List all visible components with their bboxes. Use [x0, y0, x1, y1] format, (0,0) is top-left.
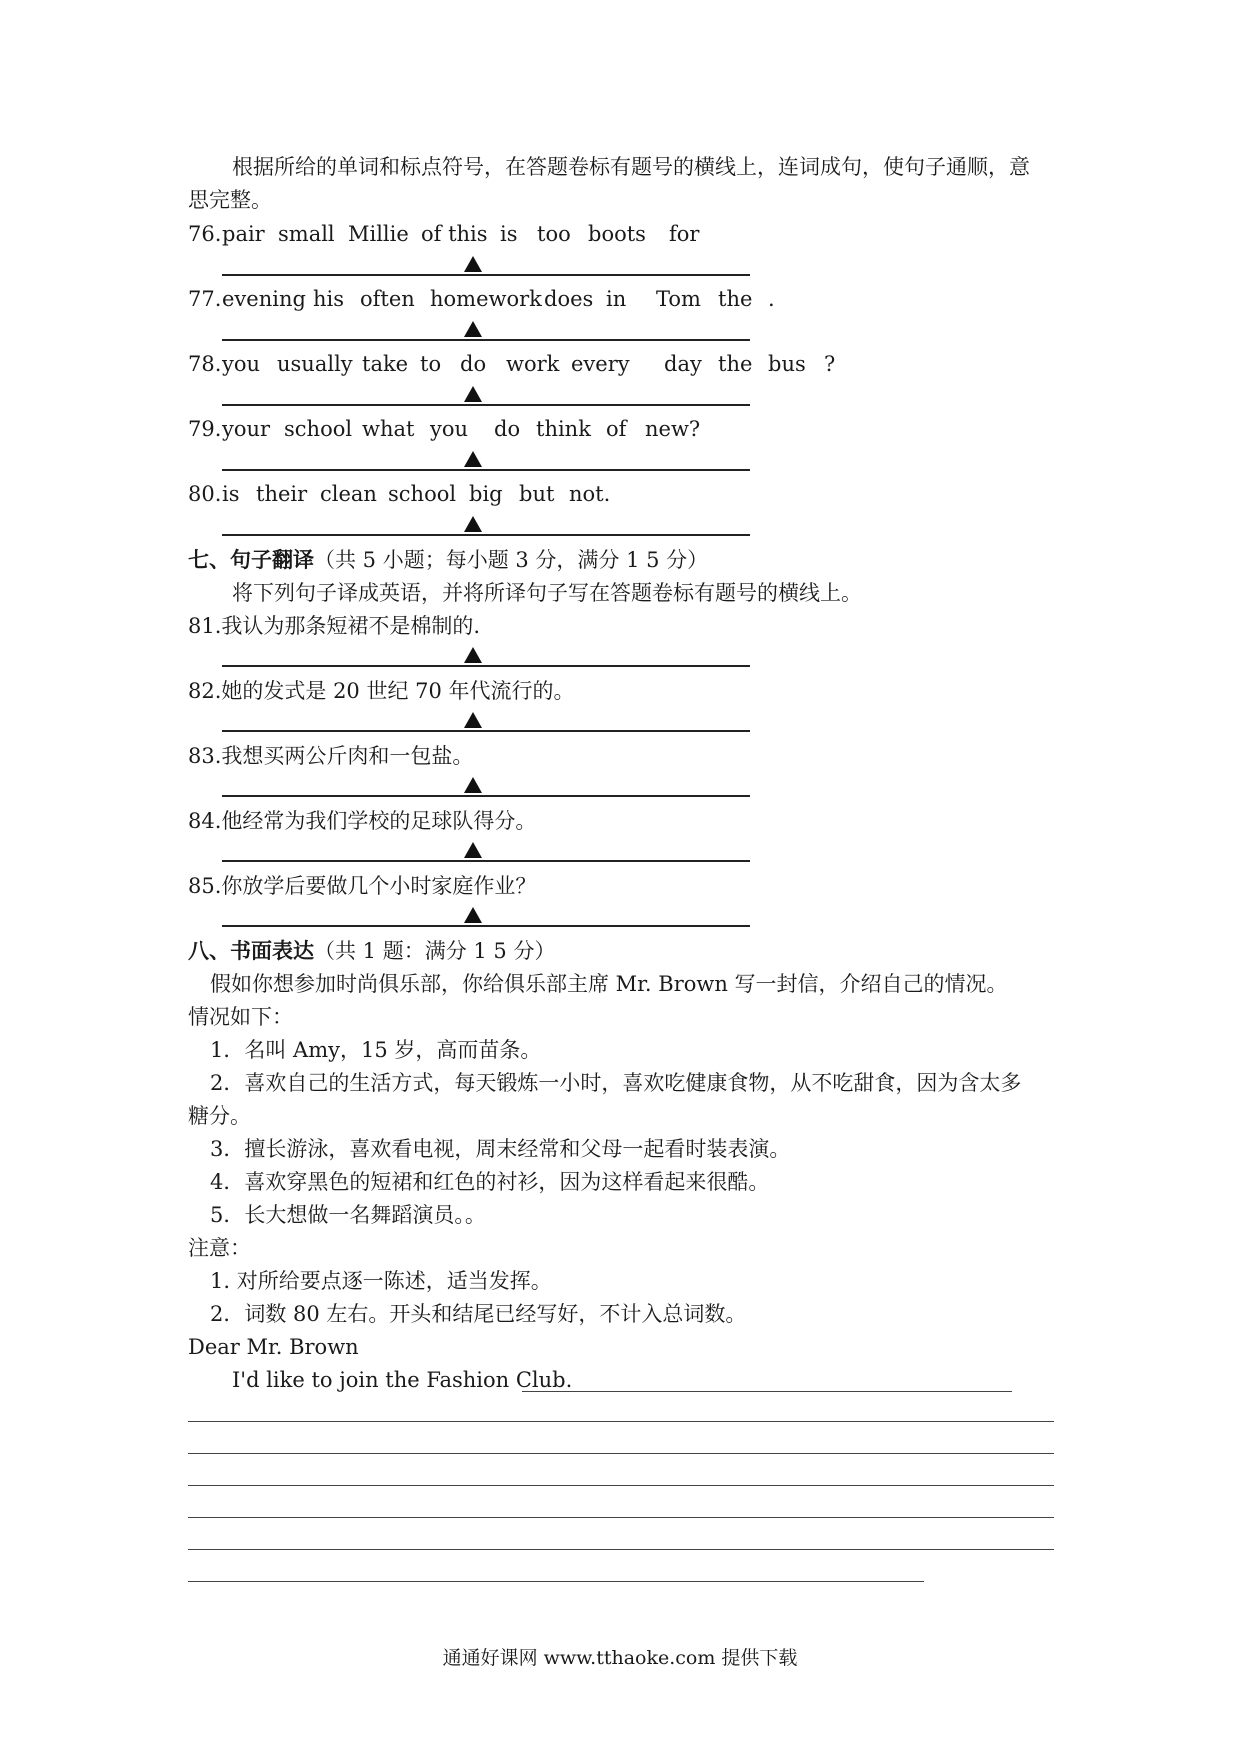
word-row [188, 481, 728, 507]
situation-point: 4．喜欢穿黑色的短裙和红色的衬衫，因为这样看起来很酷。 [210, 1170, 770, 1194]
writing-line[interactable] [188, 1453, 1054, 1454]
word: new? [645, 417, 701, 441]
word: but [519, 482, 555, 506]
answer-marker-icon [464, 842, 482, 858]
situation-point: 5．长大想做一名舞蹈演员。。 [210, 1203, 486, 1227]
word: work [506, 352, 560, 376]
word: is [222, 482, 240, 506]
answer-marker-icon [464, 647, 482, 663]
item-number: 77. [188, 287, 222, 311]
item-number: 79. [188, 417, 222, 441]
word: what [362, 417, 415, 441]
word-row [188, 221, 728, 247]
word: ? [824, 352, 836, 376]
translation-prompt: 82.她的发式是 20 世纪 70 年代流行的。 [188, 679, 575, 703]
answer-marker-icon [464, 321, 482, 337]
word-row [188, 416, 728, 442]
writing-prompt: 假如你想参加时尚俱乐部，你给俱乐部主席 Mr. Brown 写一封信，介绍自己的情况。 [210, 972, 1008, 996]
section-8-title: 八、书面表达 [188, 938, 314, 963]
answer-line[interactable] [222, 795, 750, 797]
answer-line[interactable] [222, 925, 750, 927]
word: the [718, 352, 753, 376]
answer-marker-icon [464, 451, 482, 467]
letter-opening: I'd like to join the Fashion Club. [232, 1368, 573, 1392]
translation-prompt: 84.他经常为我们学校的足球队得分。 [188, 809, 537, 833]
translation-prompt: 81.我认为那条短裙不是棉制的. [188, 614, 481, 638]
answer-line[interactable] [222, 534, 750, 536]
answer-line[interactable] [222, 665, 750, 667]
word: day [664, 352, 702, 376]
item-number: 80. [188, 482, 222, 506]
word: your [222, 417, 271, 441]
word: in [606, 287, 627, 311]
instruction-text-cont: 思完整。 [188, 188, 272, 212]
note-item: 1. 对所给要点逐一陈述，适当发挥。 [210, 1269, 552, 1293]
word: you [222, 352, 261, 376]
word: small [278, 222, 335, 246]
answer-line[interactable] [222, 274, 750, 276]
word: usually [277, 352, 353, 376]
section-8-heading [188, 938, 555, 964]
word: . [768, 287, 775, 311]
answer-line[interactable] [222, 469, 750, 471]
word: of this [421, 222, 488, 246]
word: boots [588, 222, 646, 246]
word: for [669, 222, 700, 246]
word: Millie [348, 222, 409, 246]
writing-line[interactable] [188, 1517, 1054, 1518]
word: think [536, 417, 591, 441]
word: big [469, 482, 503, 506]
word: do [494, 417, 521, 441]
answer-line[interactable] [222, 730, 750, 732]
word: do [460, 352, 487, 376]
letter-salutation: Dear Mr. Brown [188, 1335, 359, 1359]
notes-label: 注意： [188, 1236, 251, 1260]
answer-marker-icon [464, 907, 482, 923]
word: the [718, 287, 753, 311]
note-item: 2．词数 80 左右。开头和结尾已经写好，不计入总词数。 [210, 1302, 747, 1326]
word: their [256, 482, 308, 506]
word-row [188, 351, 848, 377]
answer-line[interactable] [222, 404, 750, 406]
word: bus [768, 352, 806, 376]
word: clean [320, 482, 377, 506]
answer-marker-icon [464, 516, 482, 532]
word: evening [222, 287, 306, 311]
writing-line[interactable] [522, 1391, 1012, 1392]
word: is [500, 222, 518, 246]
answer-line[interactable] [222, 339, 750, 341]
word: school [388, 482, 457, 506]
section-7-instruction: 将下列句子译成英语，并将所译句子写在答题卷标有题号的横线上。 [232, 581, 862, 605]
section-7-title: 七、句子翻译 [188, 547, 314, 572]
word: Tom [656, 287, 701, 311]
answer-marker-icon [464, 256, 482, 272]
situation-label: 情况如下： [188, 1005, 293, 1029]
word: school [284, 417, 353, 441]
translation-prompt: 85.你放学后要做几个小时家庭作业？ [188, 874, 537, 898]
item-number: 78. [188, 352, 222, 376]
answer-line[interactable] [222, 860, 750, 862]
word: to [420, 352, 442, 376]
word-row [188, 286, 775, 312]
writing-line[interactable] [188, 1581, 924, 1582]
writing-line[interactable] [188, 1485, 1054, 1486]
page-footer: 通通好课网 www.tthaoke.com 提供下载 [442, 1647, 798, 1669]
word: often [360, 287, 415, 311]
word: homework [430, 287, 542, 311]
word: every [571, 352, 630, 376]
word: does [544, 287, 594, 311]
word: you [430, 417, 469, 441]
instruction-text: 根据所给的单词和标点符号，在答题卷标有题号的横线上，连词成句，使句子通顺，意 [232, 155, 1030, 179]
word: too [537, 222, 571, 246]
situation-point-cont: 糖分。 [188, 1104, 251, 1128]
section-8-info: （共 1 题：满分 1 5 分） [314, 939, 556, 963]
word: not. [569, 482, 611, 506]
word: his [313, 287, 345, 311]
situation-point: 2．喜欢自己的生活方式，每天锻炼一小时，喜欢吃健康食物，从不吃甜食，因为含太多 [210, 1071, 1022, 1095]
answer-marker-icon [464, 386, 482, 402]
word: pair [222, 222, 265, 246]
word: take [362, 352, 409, 376]
section-7-info: （共 5 小题；每小题 3 分，满分 1 5 分） [314, 548, 709, 572]
situation-point: 3．擅长游泳，喜欢看电视，周末经常和父母一起看时装表演。 [210, 1137, 791, 1161]
item-number: 76. [188, 222, 222, 246]
answer-marker-icon [464, 777, 482, 793]
writing-line[interactable] [188, 1549, 1054, 1550]
word: of [606, 417, 627, 441]
answer-marker-icon [464, 712, 482, 728]
writing-line[interactable] [188, 1421, 1054, 1422]
translation-prompt: 83.我想买两公斤肉和一包盐。 [188, 744, 474, 768]
situation-point: 1．名叫 Amy，15 岁，高而苗条。 [210, 1038, 542, 1062]
section-7-heading [188, 547, 708, 573]
